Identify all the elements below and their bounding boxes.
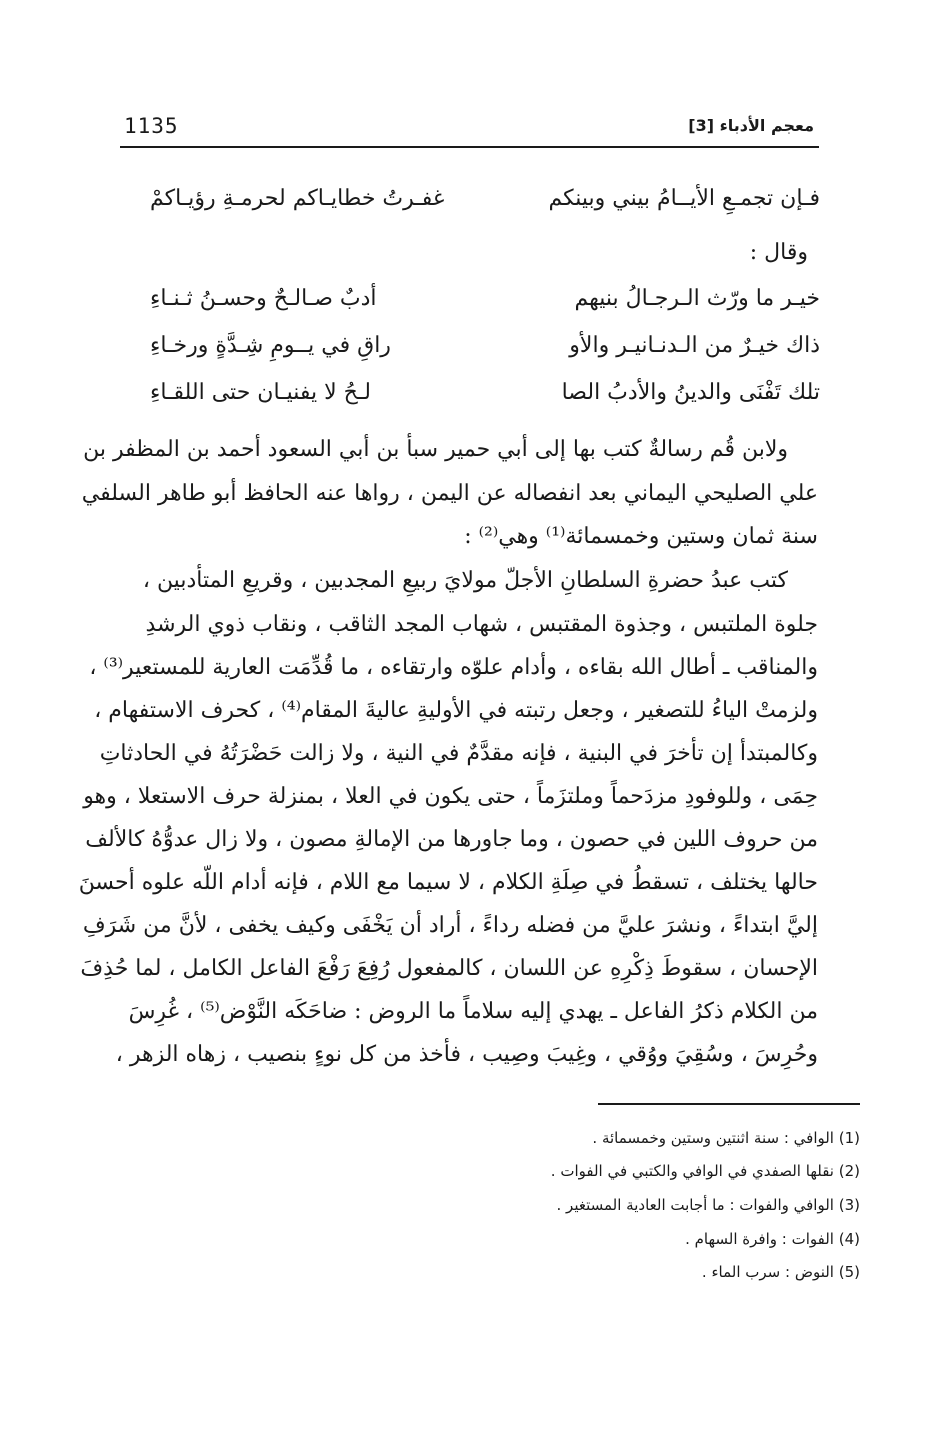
verse-second-hemistich: أدبٌ صـالـحٌ وحسـنُ ثـنـاءِ: [150, 286, 377, 311]
footnote: (2) نقلها الصفدي في الوافي والكتبي في الفوات .: [550, 1162, 860, 1180]
page-number: 1135: [124, 114, 179, 138]
paragraph-line: جلوة الملتبس ، وجذوة المقتبس ، شهاب المجد الثاقب ، ونقاب ذوي الرشدِ: [145, 612, 818, 637]
verse-line: [150, 186, 820, 222]
paragraph-line: ولابن قُم رسالةٌ كتب بها إلى أبي حمير سبأ بن أبي السعود أحمد بن المظفر بن: [83, 437, 788, 462]
verse-line: [150, 333, 820, 369]
verse-second-hemistich: لـحُ لا يفنيـان حتى اللقـاءِ: [150, 380, 371, 405]
header-rule: [120, 146, 819, 148]
paragraph-line: من حروف اللين في حصون ، وما جاورها من الإمالةِ مصون ، ولا زال عدوُّهُ كالألف: [85, 827, 818, 852]
paragraph-line: إليَّ ابتداءً ، ونشرَ عليَّ من فضله رداءً ، أراد أن يَخْفَى وكيف يخفى ، لأنَّ من شَرَفِ: [82, 913, 818, 938]
paragraph-line: ولزمتْ الياءُ للتصغير ، وجعل رتبته في الأوليةِ عاليةَ المقام⁽⁴⁾ ، كحرف الاستفهام ،: [94, 698, 818, 723]
verse-first-hemistich: فـإن تجمـعِ الأيــامُ بيني وبينكم: [548, 186, 820, 211]
paragraph-line: من الكلام ذكرُ الفاعل ـ يهدي إليه سلاماً ما الروض : ضاحَكَه النَّوْض⁽⁵⁾ ، غُرِسَ: [128, 999, 818, 1024]
footnote-rule: [598, 1103, 860, 1105]
footnote: (3) الوافي والفوات : ما أجابت العادية المستغير .: [556, 1196, 860, 1214]
running-title: معجم الأدباء [3]: [688, 116, 814, 135]
verse-line: [150, 286, 820, 322]
footnote: (5) النوض : سرب الماء .: [701, 1263, 860, 1281]
footnote: (4) الفوات : وافرة السهام .: [685, 1230, 860, 1248]
paragraph-line: سنة ثمان وستين وخمسمائة⁽¹⁾ وهي⁽²⁾ :: [464, 524, 818, 549]
verse-first-hemistich: خيـر ما ورّث الـرجـالُ بنيهم: [574, 286, 820, 311]
paragraph-line: علي الصليحي اليماني بعد انفصاله عن اليمن ، رواها عنه الحافظ أبو طاهر السلفي: [81, 481, 818, 506]
verse-first-hemistich: تلك تَفْنَى والدينُ والأدبُ الصا: [561, 380, 820, 405]
paragraph-line: كتب عبدُ حضرةِ السلطانِ الأجلّ مولايَ ربيعِ المجدبين ، وقريعِ المتأدبين ،: [142, 568, 788, 593]
verse-second-hemistich: راقِ في يــومِ شِـدَّةٍ ورخـاءِ: [150, 333, 391, 358]
paragraph-line: وحُرِسَ ، وسُقِيَ ووُقي ، وغِيبَ وصِيب ، فأخذ من كل نوءٍ بنصيب ، زهاه الزهر ،: [115, 1042, 818, 1067]
paragraph-line: الإحسان ، سقوطَ ذِكْرِهِ عن اللسان ، كالمفعول رُفِعَ رَفْعَ الفاعل الكامل ، لما حُذِفَ: [80, 956, 818, 981]
verse-second-hemistich: غفـرتُ خطايـاكم لحرمـةِ رؤيـاكمْ: [150, 186, 445, 211]
said-line: وقال :: [749, 240, 808, 265]
paragraph-line: حِمَى ، وللوفودِ مزدَحماً وملتزَماً ، حتى يكون في العلا ، بمنزلة حرف الاستعلا ، وهو: [83, 784, 818, 809]
paragraph-line: وكالمبتدأ إن تأخرَ في البنية ، فإنه مقدَّمٌ في النية ، ولا زالت حَضْرَتُهُ في الحادثاتِ: [99, 741, 818, 766]
paragraph-line: والمناقب ـ أطال الله بقاءه ، وأدام علوّه وارتقاءه ، ما قُدِّمَت العارية للمستعير⁽³⁾ ،: [89, 655, 818, 680]
verse-line: [150, 380, 820, 416]
verse-first-hemistich: ذاك خيـرٌ من الـدنـانيـر والأو: [569, 333, 820, 358]
paragraph-line: حالها يختلف ، تسقطُ في صِلَةِ الكلام ، لا سيما مع اللام ، فإنه أدام اللّه علوه أحسنَ: [78, 870, 818, 895]
footnote: (1) الوافي : سنة اثنتين وستين وخمسمائة .: [592, 1129, 860, 1147]
